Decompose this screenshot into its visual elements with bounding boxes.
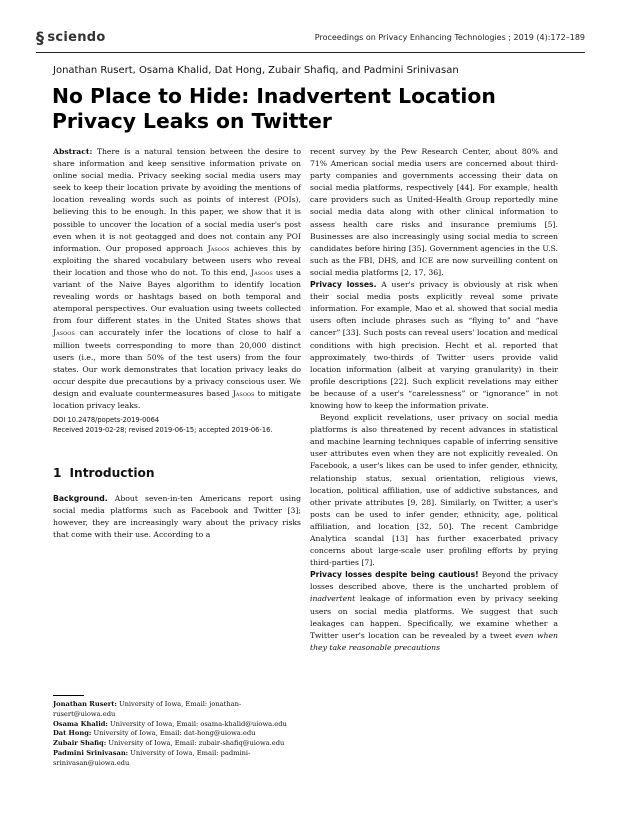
received-dates: Received 2019-02-28; revised 2019-06-15; accepted 2019-06-16. [53,426,273,435]
sciendo-logo [36,27,106,47]
sciendo-logo-text: sciendo [47,30,106,45]
privacy-cautious-paragraph: Privacy losses despite being cautious! Beyond the privacy losses described above, there is the uncharted problem of inadvertent leakage of information even by privacy seeking users on social media platforms. We suggest that such leakages can happen. Specifically, we examine whether a Twitter user's location can be revealed by a tweet even when they take reasonable precautions [310,570,558,652]
footnote: Dat Hong: University of Iowa, Email: dat-hong@uiowa.edu [53,729,256,738]
left-column [53,146,301,542]
emphasis: inadvertent [310,594,356,604]
system-name: Jasoos [53,328,75,338]
footnote: Padmini Srinivasan: University of Iowa, Email: padmini-srinivasan@uiowa.edu [53,748,251,767]
abstract: Abstract: There is a natural tension between the desire to share information and keep sensitive information private on online social media. Privacy seeking social media users may seek to keep their location private by avoiding the mentions of location revealing words such as points of interest (POIs), believing this to be enough. In this paper, we show that it is possible to uncover the location of a social media user's post even when it is not geotagged and does not contain any POI information. Our proposed approach Jasoos achieves this by exploiting the shared vocabulary between users who reveal their location and those who do not. To this end, Jasoos uses a variant of the Naive Bayes algorithm to identify location revealing words or hashtags based on both temporal and atemporal perspectives. Our evaluation using tweets collected from four different states in the United States shows that Jasoos can accurately infer the locations of close to half a million tweets corresponding to more than 20,000 distinct users (i.e., more than 50% of the test users) from the four states. Our work demonstrates that location privacy leaks do occur despite due precautions by a privacy conscious user. We design and evaluate countermeasures based Jasoos to mitigate location privacy leaks. [53,147,302,410]
section-heading: 1 Introduction [53,466,155,481]
paragraph-heading: Privacy losses. [310,280,377,290]
doi: DOI 10.2478/popets-2019-0064 [53,416,160,425]
sciendo-logo-icon: § [36,27,45,47]
system-name: Jasoos [251,267,273,277]
footnote: Zubair Shafiq: University of Iowa, Email: zubair-shafiq@uiowa.edu [53,739,285,748]
right-column [310,146,558,654]
footnote: Osama Khalid: University of Iowa, Email: osama-khalid@uiowa.edu [53,719,287,728]
privacy-losses-paragraph: Privacy losses. A user's privacy is obviously at risk when their social media posts explicitly reveal some private information. For example, Mao et al. showed that social media users often include phrases such as “flying to” and “have cancer” [33]. Such posts can reveal users' location and medical conditions with high precision. Hecht et al. reported that approximately two-thirds of Twitter users provide valid location information (albeit at varying granularity) in their profile descriptions [22]. Such explicit revelations may either be because of a user's “carelessness” or “ignorance” in not knowing how to keep the information private. [310,280,558,410]
system-name: Jasoos [232,388,255,398]
paragraph-heading: Background. [53,494,108,504]
author-list: Jonathan Rusert, Osama Khalid, Dat Hong, Zubair Shafiq, and Padmini Srinivasan [53,65,459,76]
background-paragraph: Background. About seven-in-ten Americans report using social media platforms such as Facebook and Twitter [3]; however, they are increasingly wary about the privacy risks that come with their use. According to a [53,494,301,540]
author-footnotes [53,700,301,769]
system-name: Jasoos [207,243,230,253]
abstract-label: Abstract: [53,147,93,156]
page-header [36,27,585,50]
paper-title: No Place to Hide: Inadvertent Location Privacy Leaks on Twitter [52,84,496,133]
body-paragraph: recent survey by the Pew Research Center, about 80% and 71% American social media users are concerned about third-party companies and governments accessing their data on social media platforms, respectively [44]. For example, health care providers such as United-Health Group reportedly mine social media data along with other clinical information to assess health care risks and insurance premiums [5]. Businesses are also increasingly using social media to screen candidates before hiring [35]. Government agencies in the U.S. such as the FBI, DHS, and ICE are now surveilling content on social media platforms [2, 17, 36]. [310,147,558,277]
footnote: Jonathan Rusert: University of Iowa, Email: jonathan-rusert@uiowa.edu [53,700,242,718]
emphasis: even when they take reasonable precautions [310,630,558,652]
body-paragraph: Beyond explicit revelations, user privacy on social media platforms is also threatened by recent advances in statistical and machine learning techniques capable of inferring sensitive user attributes even when they are not explicitly revealed. On Facebook, a user's likes can be used to infer gender, ethnicity, relationship status, sexual orientation, religious views, location, political affiliation, use of addictive substances, and other private attributes [9, 28]. Similarly, on Twitter, a user's posts can be used to infer gender, ethnicity, age, political affiliation, and location [32, 50]. The recent Cambridge Analytica scandal [13] has further exacerbated privacy concerns about large-scale user profiling efforts by prying third-parties [7]. [310,413,558,568]
header-rule [36,52,585,53]
paragraph-heading: Privacy losses despite being cautious! [310,570,479,580]
footnote-rule [53,695,84,696]
journal-citation: Proceedings on Privacy Enhancing Technologies ; 2019 (4):172–189 [314,33,585,42]
